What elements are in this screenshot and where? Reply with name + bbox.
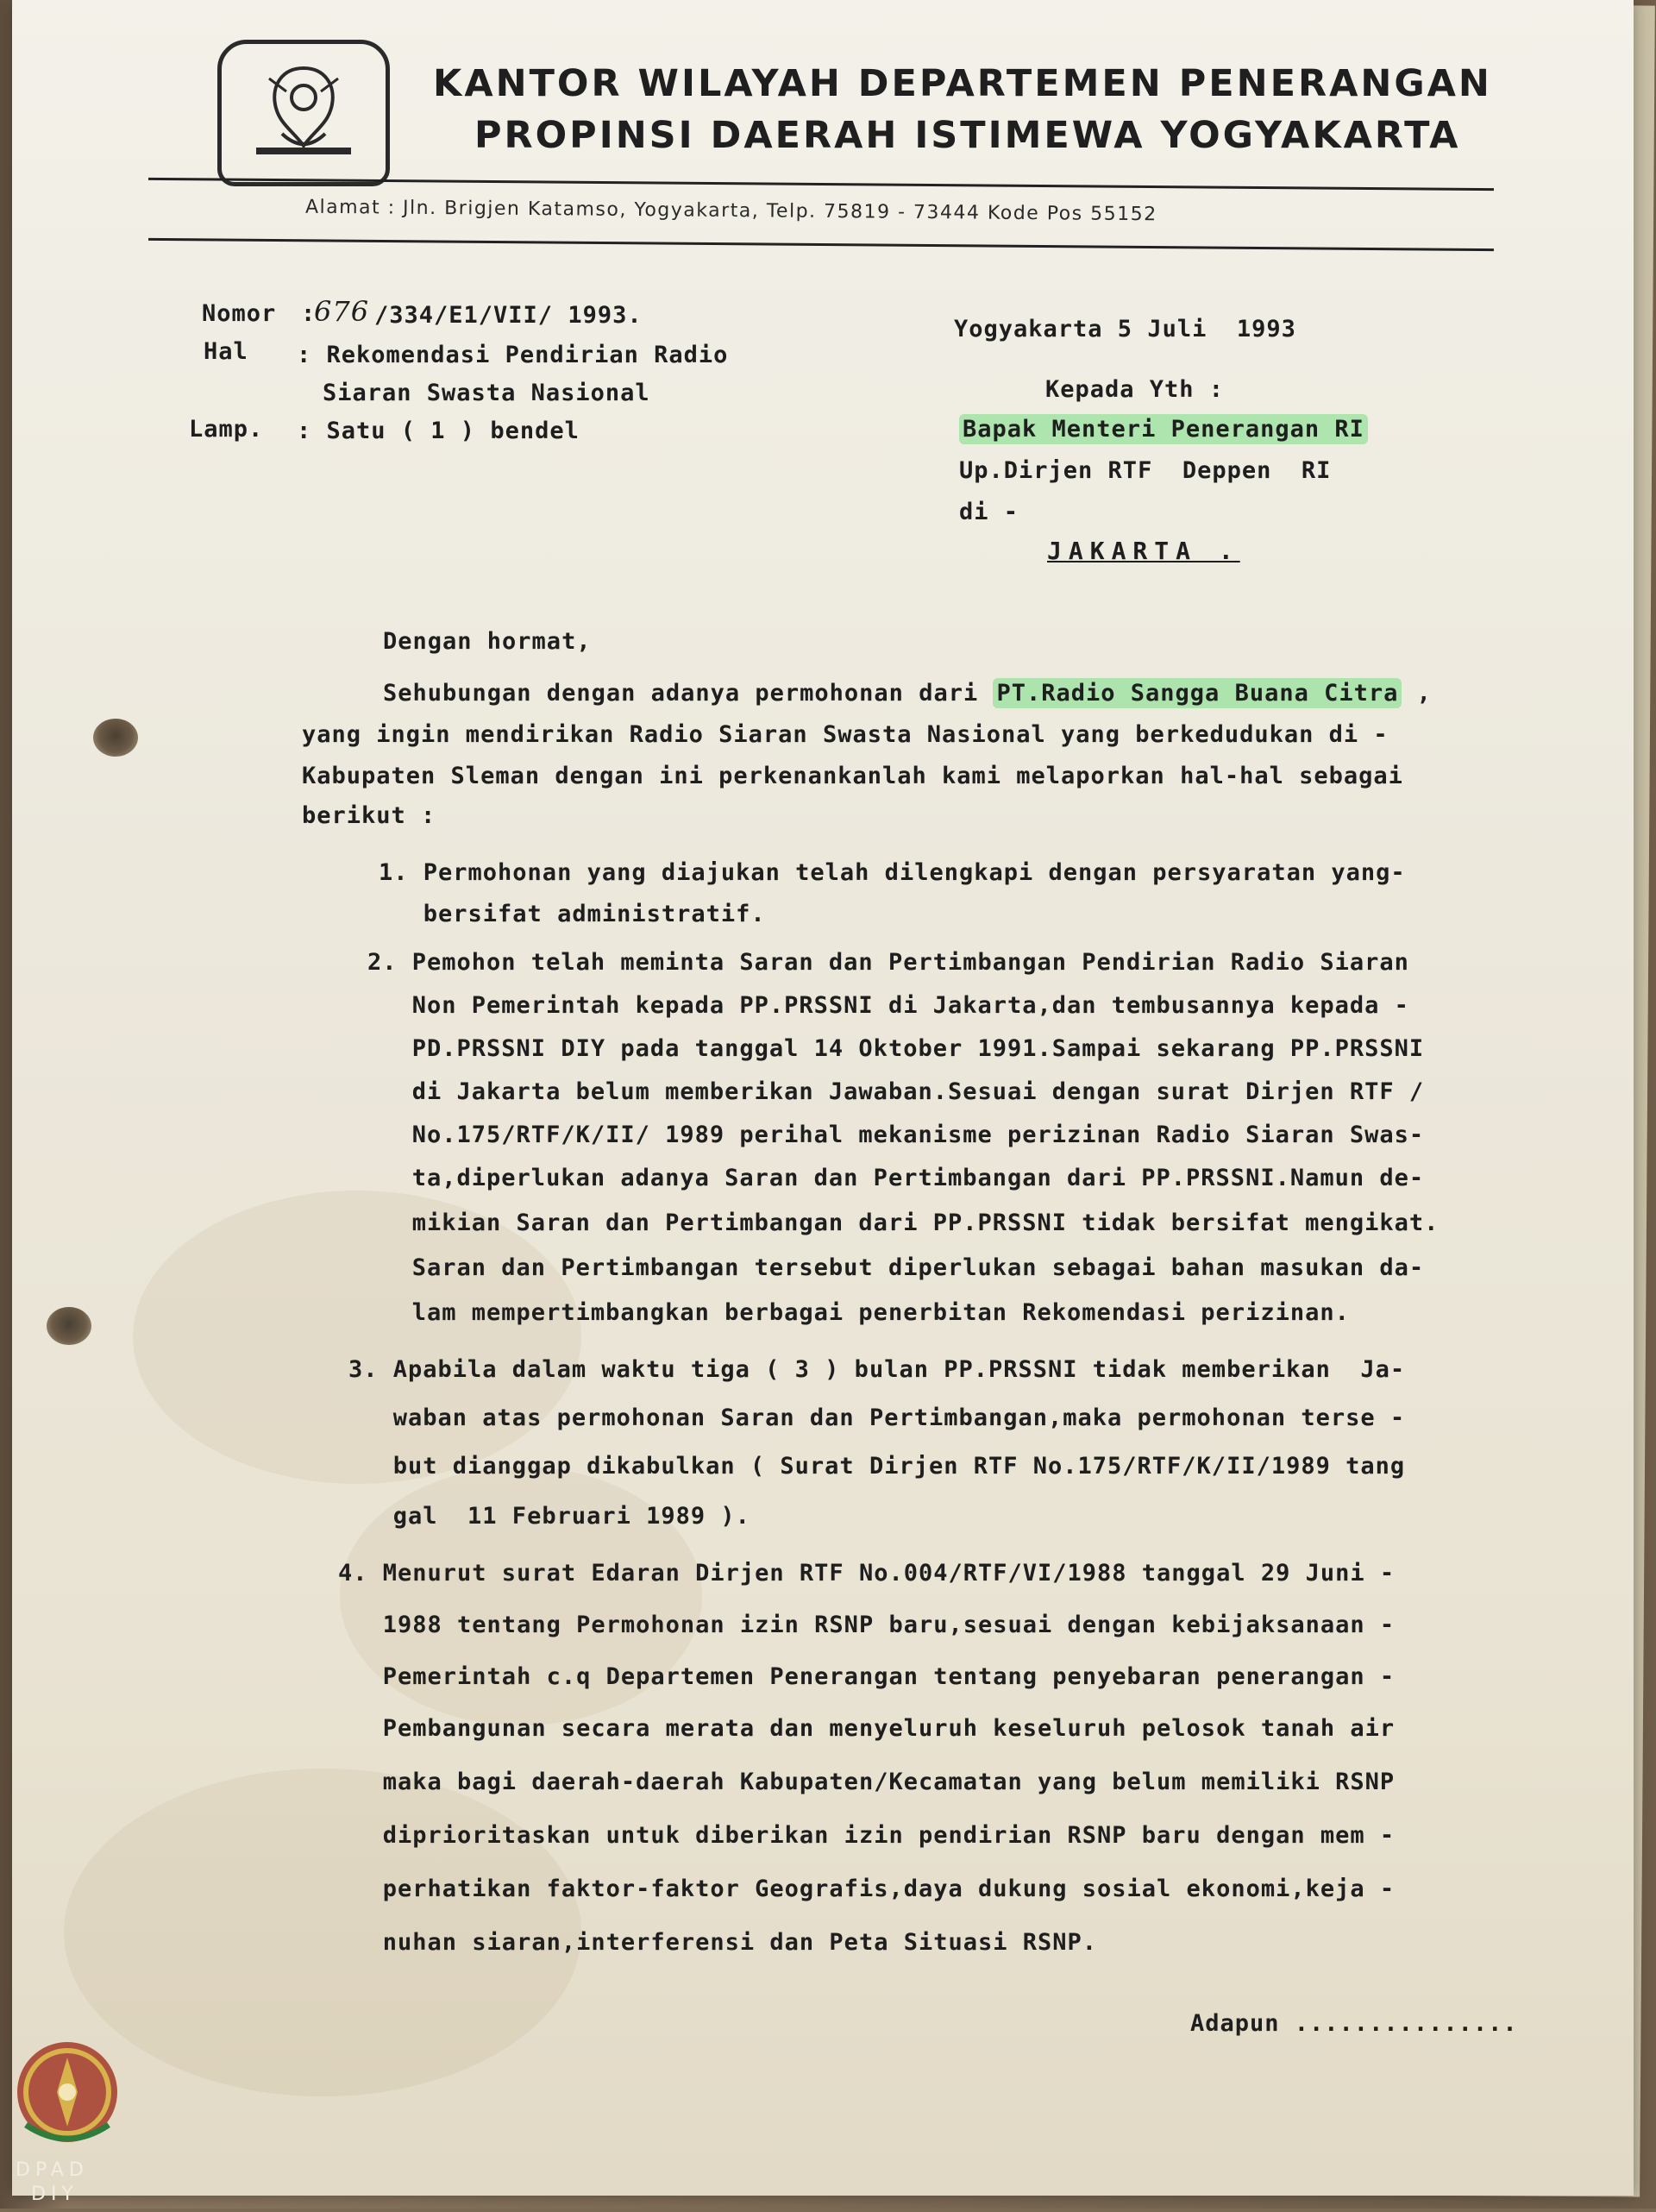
intro-line1-end: , <box>1402 680 1432 707</box>
intro-line1-text: Sehubungan dengan adanya permohonan dari <box>383 680 994 707</box>
intro-line4: berikut : <box>302 802 436 829</box>
intro-line1 <box>383 680 1432 707</box>
point2-line6: ta,diperlukan adanya Saran dan Pertimbangan dari PP.PRSSNI.Namun de- <box>367 1165 1425 1191</box>
nomor-label: Nomor <box>202 300 277 327</box>
lamp-value: : Satu ( 1 ) bendel <box>297 418 580 444</box>
point4-line7: perhatikan faktor-faktor Geografis,daya dukung sosial ekonomi,keja - <box>338 1876 1396 1902</box>
applicant-highlight: PT.Radio Sangga Buana Citra <box>993 678 1402 708</box>
letterhead-title-line2: PROPINSI DAERAH ISTIMEWA YOGYAKARTA <box>474 114 1461 157</box>
point3-line4: gal 11 Februari 1989 ). <box>348 1503 750 1530</box>
point2-line9: lam mempertimbangkan berbagai penerbitan Rekomendasi perizinan. <box>367 1299 1350 1326</box>
place-date: Yogyakarta 5 Juli 1993 <box>954 316 1296 342</box>
point2-line3: PD.PRSSNI DIY pada tanggal 14 Oktober 1991.Sampai sekarang PP.PRSSNI <box>367 1035 1425 1062</box>
point2-line4: di Jakarta belum memberikan Jawaban.Sesuai dengan surat Dirjen RTF / <box>367 1078 1425 1105</box>
intro-line3: Kabupaten Sleman dengan ini perkenankanlah kami melaporkan hal-hal sebagai <box>302 763 1403 789</box>
recipient-highlight: Bapak Menteri Penerangan RI <box>959 414 1368 444</box>
recipient-line3: di - <box>959 499 1019 525</box>
point2-line2: Non Pemerintah kepada PP.PRSSNI di Jakarta,dan tembusannya kepada - <box>367 992 1409 1019</box>
point4-line5: maka bagi daerah-daerah Kabupaten/Kecamatan yang belum memiliki RSNP <box>338 1769 1396 1795</box>
ministry-emblem-stamp <box>217 40 390 186</box>
punch-hole <box>93 719 138 757</box>
dpad-diy-badge <box>0 2032 138 2209</box>
badge-line1: DPAD <box>16 2159 89 2181</box>
point4-line6: diprioritaskan untuk diberikan izin pendirian RSNP baru dengan mem - <box>338 1822 1396 1849</box>
letterhead-address: Alamat : Jln. Brigjen Katamso, Yogyakarta, Telp. 75819 - 73444 Kode Pos 55152 <box>304 196 1157 226</box>
nomor-value: /334/E1/VII/ 1993. <box>374 302 643 329</box>
letterhead-title-line1: KANTOR WILAYAH DEPARTEMEN PENERANGAN <box>433 62 1492 105</box>
intro-line2: yang ingin mendirikan Radio Siaran Swasta Nasional yang berkedudukan di - <box>302 721 1389 748</box>
point2-line8: Saran dan Pertimbangan tersebut diperlukan sebagai bahan masukan da- <box>367 1254 1425 1281</box>
salutation: Dengan hormat, <box>383 628 592 655</box>
point1-line2: bersifat administratif. <box>379 901 766 927</box>
hal-label: Hal <box>204 338 248 365</box>
point2-line7: mikian Saran dan Pertimbangan dari PP.PRSSNI tidak bersifat mengikat. <box>367 1210 1440 1236</box>
lamp-label: Lamp. <box>189 416 264 443</box>
point2-line1: 2. Pemohon telah meminta Saran dan Pertimbangan Pendirian Radio Siaran <box>367 949 1409 976</box>
recipient-city: JAKARTA . <box>1047 537 1240 565</box>
point4-line4: Pembangunan secara merata dan menyeluruh keseluruh pelosok tanah air <box>338 1715 1396 1742</box>
recipient-line2: Up.Dirjen RTF Deppen RI <box>959 457 1332 484</box>
point3-line2: waban atas permohonan Saran dan Pertimbangan,maka permohonan terse - <box>348 1404 1406 1431</box>
badge-line2: DIY <box>31 2184 78 2205</box>
point4-line3: Pemerintah c.q Departemen Penerangan tentang penyebaran penerangan - <box>338 1663 1396 1690</box>
point2-line5: No.175/RTF/K/II/ 1989 perihal mekanisme perizinan Radio Siaran Swas- <box>367 1122 1425 1148</box>
punch-hole <box>47 1307 91 1345</box>
point1-line1: 1. Permohonan yang diajukan telah dilengkapi dengan persyaratan yang- <box>379 859 1406 886</box>
point4-line1: 4. Menurut surat Edaran Dirjen RTF No.004/RTF/VI/1988 tanggal 29 Juni - <box>338 1560 1396 1587</box>
point3-line3: but dianggap dikabulkan ( Surat Dirjen RTF No.175/RTF/K/II/1989 tang <box>348 1453 1406 1480</box>
letter-paper <box>12 0 1634 2196</box>
point4-line2: 1988 tentang Permohonan izin RSNP baru,sesuai dengan kebijaksanaan - <box>338 1612 1396 1638</box>
continuation-word: Adapun ............... <box>1190 2010 1518 2037</box>
recipient-line1 <box>959 416 1368 443</box>
hal-line2: Siaran Swasta Nasional <box>323 380 650 406</box>
nomor-handwritten: 676 <box>314 295 370 328</box>
kepada-yth: Kepada Yth : <box>1045 376 1225 403</box>
letterhead-rule-bottom <box>148 238 1494 251</box>
nomor-colon: : <box>301 300 317 327</box>
point3-line1: 3. Apabila dalam waktu tiga ( 3 ) bulan PP.PRSSNI tidak memberikan Ja- <box>348 1356 1406 1383</box>
dpad-emblem-icon <box>0 2032 138 2209</box>
point4-line8: nuhan siaran,interferensi dan Peta Situasi RSNP. <box>338 1929 1098 1956</box>
hal-line1: : Rekomendasi Pendirian Radio <box>297 342 729 368</box>
